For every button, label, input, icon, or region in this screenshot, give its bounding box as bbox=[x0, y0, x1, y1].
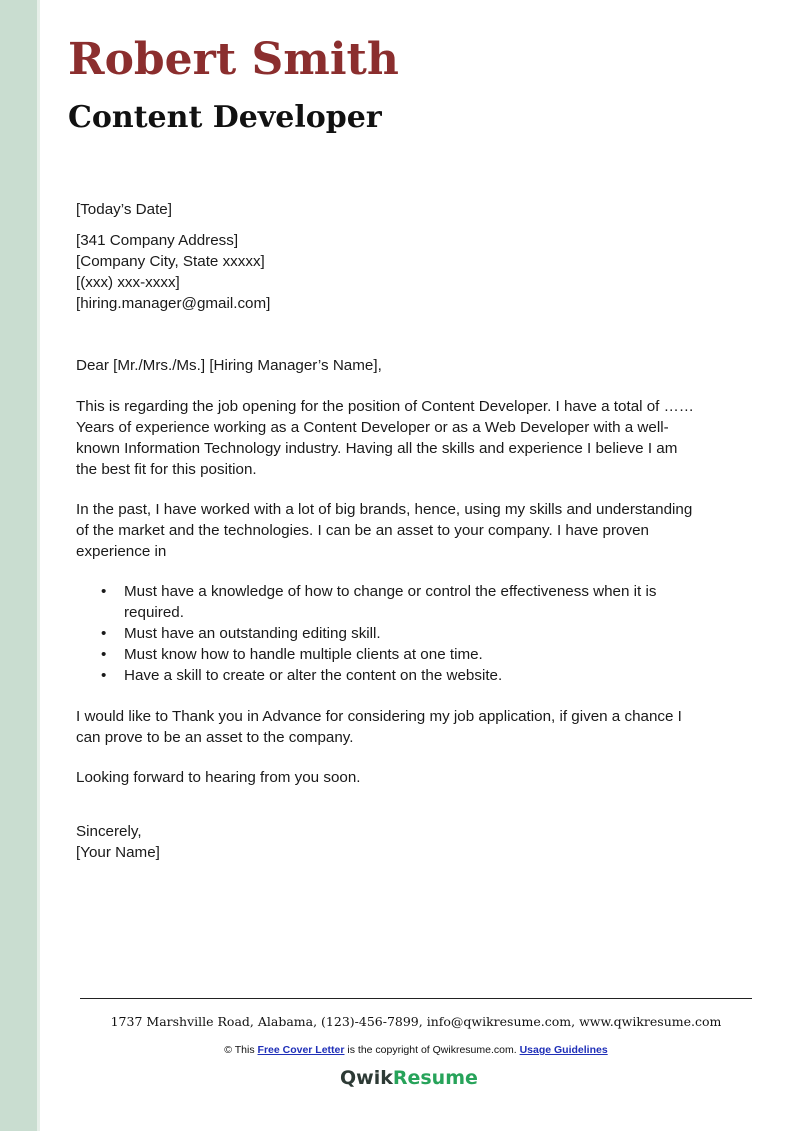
job-title: Content Developer bbox=[68, 100, 382, 135]
paragraph-line: known Information Technology industry. Having all the skills and experience I believe I am bbox=[76, 440, 678, 457]
footer-contact-info: 1737 Marshville Road, Alabama, (123)-456-7899, info@qwikresume.com, www.qwikresume.com bbox=[110, 1014, 722, 1029]
list-item bbox=[101, 581, 746, 623]
free-cover-letter-link[interactable]: Free Cover Letter bbox=[257, 1044, 345, 1056]
signature-block bbox=[76, 821, 746, 863]
copyright-middle: is the copyright of Qwikresume.com. bbox=[347, 1044, 517, 1056]
copyright-notice bbox=[80, 1042, 752, 1058]
address-email-line: [hiring.manager@gmail.com] bbox=[76, 295, 271, 312]
usage-guidelines-link[interactable]: Usage Guidelines bbox=[519, 1044, 608, 1056]
paragraph-line: of the market and the technologies. I can be an asset to your company. I have proven bbox=[76, 522, 649, 539]
list-item bbox=[101, 665, 746, 686]
paragraph-line: In the past, I have worked with a lot of big brands, hence, using my skills and understanding bbox=[76, 501, 693, 518]
bullet-dot-icon: • bbox=[101, 625, 107, 642]
list-item-line: Have a skill to create or alter the content on the website. bbox=[124, 667, 503, 684]
copyright-prefix: © This bbox=[224, 1044, 255, 1056]
list-item-line: Must know how to handle multiple clients at one time. bbox=[124, 646, 483, 663]
address-line: [Company City, State xxxxx] bbox=[76, 253, 265, 270]
sign-off: Sincerely, bbox=[76, 823, 142, 840]
list-item bbox=[101, 644, 746, 665]
paragraph-line: This is regarding the job opening for the position of Content Developer. I have a total of …… bbox=[76, 398, 694, 415]
logo-text-resume: Resume bbox=[392, 1067, 478, 1089]
paragraph-line: the best fit for this position. bbox=[76, 461, 257, 478]
address-line: [341 Company Address] bbox=[76, 232, 239, 249]
paragraph-intro bbox=[76, 396, 746, 480]
qwikresume-logo bbox=[340, 1064, 478, 1092]
paragraph-line: experience in bbox=[76, 543, 167, 560]
letter-date: [Today’s Date] bbox=[76, 201, 172, 218]
logo-text-qwik: Qwik bbox=[340, 1067, 393, 1089]
paragraph-line: I would like to Thank you in Advance for considering my job application, if given a chance I bbox=[76, 708, 682, 725]
paragraph-line: Years of experience working as a Content Developer or as a Web Developer with a well- bbox=[76, 419, 669, 436]
bullet-dot-icon: • bbox=[101, 646, 107, 663]
bullet-dot-icon: • bbox=[101, 583, 107, 600]
letter-body bbox=[76, 199, 746, 863]
experience-bullet-list bbox=[76, 581, 746, 686]
address-line: [(xxx) xxx-xxxx] bbox=[76, 274, 180, 291]
list-item-line: required. bbox=[124, 604, 184, 621]
list-item-line: Must have an outstanding editing skill. bbox=[124, 625, 381, 642]
paragraph-thanks bbox=[76, 706, 746, 748]
paragraph-line: can prove to be an asset to the company. bbox=[76, 729, 354, 746]
list-item-line: Must have a knowledge of how to change or control the effectiveness when it is bbox=[124, 583, 657, 600]
footer-divider bbox=[80, 998, 752, 999]
salutation: Dear [Mr./Mrs./Ms.] [Hiring Manager’s Name], bbox=[76, 357, 382, 374]
bullet-dot-icon: • bbox=[101, 667, 107, 684]
side-accent-bar bbox=[0, 0, 40, 1131]
list-item bbox=[101, 623, 746, 644]
applicant-name: Robert Smith bbox=[68, 34, 399, 85]
recipient-address bbox=[76, 230, 746, 314]
closing-line: Looking forward to hearing from you soon. bbox=[76, 769, 361, 786]
paragraph-experience bbox=[76, 499, 746, 562]
signature-name: [Your Name] bbox=[76, 844, 160, 861]
